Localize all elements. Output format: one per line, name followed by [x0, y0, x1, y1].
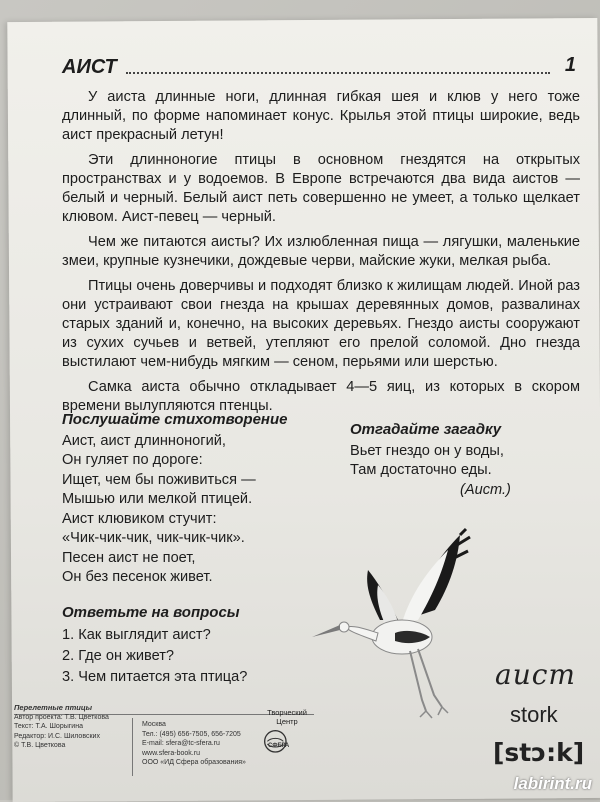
footer-site: www.sfera-book.ru	[142, 749, 200, 757]
vocab-english: stork	[510, 702, 558, 727]
riddle-answer: (Аист.)	[460, 481, 511, 498]
poem-line: Он гуляет по дороге:	[62, 452, 203, 468]
publisher-logo-text: СФЕРА	[268, 743, 290, 749]
footer-phone: Тел.: (495) 656-7505, 656-7205	[142, 730, 241, 738]
paragraph: Самка аиста обычно откладывает 4—5 яиц, из которых в скором времени вылупляются птенцы.	[62, 379, 580, 414]
paragraph: Птицы очень доверчивы и подходят близко к жилищам людей. Иной раз они устраивают свои гнезда на крышах деревянных домов, развалинах старых зданий и, конечно, на высоких деревьях. Гнездо аисты сооружают из сухих сучьев и ветвей, утепляют его прелой соломой. Дно гнезда выстилают чем-нибудь мягким — сеном, перьями или шерстью.	[62, 278, 580, 370]
stork-illustration	[310, 525, 495, 720]
poem-section	[62, 410, 332, 588]
riddle-section	[350, 420, 570, 500]
paragraph: Эти длинноногие птицы в основном гнездятся на открытых пространствах и у водоемов. В Европе встречаются два вида аистов — белый и черный. Белый аист петь совершенно не умеет, а только щелкает клювом. Аист-певец — черный.	[62, 152, 580, 225]
footer-email: E-mail: sfera@tc-sfera.ru	[142, 740, 220, 747]
page-title: АИСТ	[62, 56, 117, 78]
riddle-line: Вьет гнездо он у воды,	[350, 442, 504, 459]
poem-line: Ищет, чем бы поживиться —	[62, 471, 256, 488]
watermark: labirint.ru	[513, 774, 592, 793]
paragraph: Чем же питаются аисты? Их излюбленная пища — лягушки, маленькие змеи, крупные кузнечики, дождевые черви, майские жуки, мелкая рыба.	[62, 234, 580, 269]
poem-line: Аист, аист длинноногий,	[62, 432, 226, 449]
questions-section	[62, 602, 322, 688]
footer-copyright: © Т.В. Цветкова	[14, 742, 66, 749]
footer-series: Перелетные птицы	[14, 703, 93, 712]
footer-text: Текст: Т.А. Шорыгина	[14, 723, 83, 730]
vocab-transcription: [stɔ:k]	[493, 738, 585, 767]
question-item: 2. Где он живет?	[62, 648, 175, 664]
question-item: 3. Чем питается эта птица?	[62, 669, 248, 685]
poem-line: Песен аист не поет,	[62, 549, 196, 566]
vocab-handwritten: аист	[495, 658, 576, 691]
poem-line: Аист клювиком стучит:	[62, 510, 217, 527]
page-number: 1	[564, 54, 576, 76]
main-text	[62, 88, 580, 422]
page-header	[62, 52, 576, 82]
dotted-rule	[126, 72, 550, 74]
footer-editor: Редактор: И.С. Шиловских	[14, 732, 100, 740]
riddle-title: Отгадайте загадку	[350, 421, 502, 438]
publisher-name: Творческий Центр	[267, 708, 307, 726]
footer-city: Москва	[142, 721, 166, 728]
riddle-line: Там достаточно еды.	[350, 462, 492, 478]
footer-company: ООО «ИД Сфера образования»	[142, 759, 246, 766]
poem-line: Мышью или мелкой птицей.	[62, 491, 253, 507]
paragraph: У аиста длинные ноги, длинная гибкая шея и клюв у него тоже длинный, по форме напоминает конус. Крылья этой птицы широкие, ведь аист прекрасный летун!	[62, 89, 580, 143]
poem-line: «Чик-чик-чик, чик-чик-чик».	[62, 530, 245, 546]
question-item: 1. Как выглядит аист?	[62, 627, 211, 643]
questions-title: Ответьте на вопросы	[62, 604, 240, 621]
poem-title: Послушайте стихотворение	[62, 411, 288, 428]
poem-line: Он без песенок живет.	[62, 569, 213, 585]
footer-author: Автор проекта: Т.В. Цветкова	[14, 713, 109, 721]
footer-contacts	[142, 720, 272, 768]
